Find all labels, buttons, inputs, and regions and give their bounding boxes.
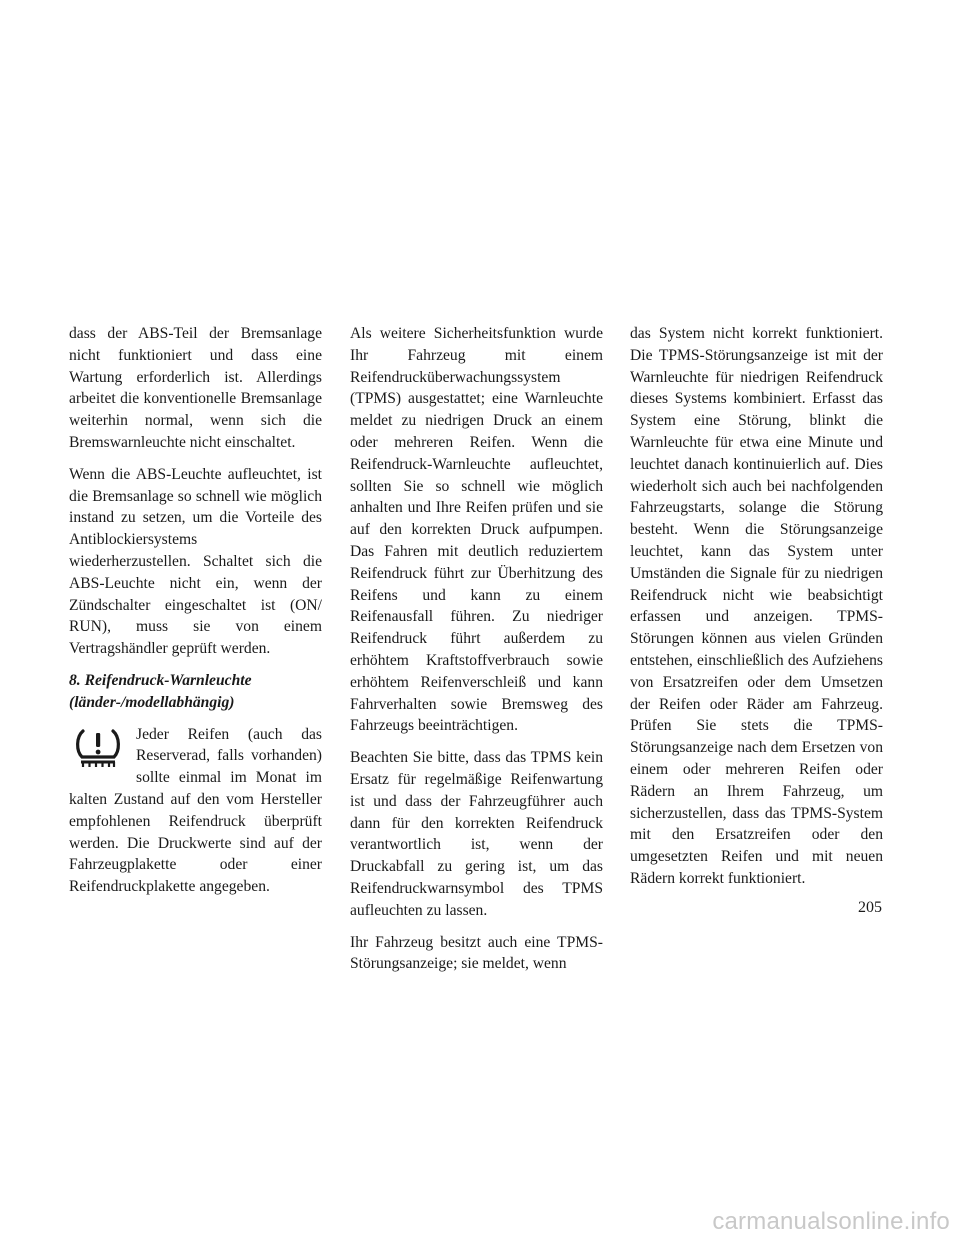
paragraph-tpms-fault-indicator: das System nicht korrekt funktioniert. Die TPMS-Störungsanzeige ist mit der Warnleuchte für niedrigen Reifendruck dieses Systems kombiniert. Erfasst das System eine Störung, blinkt die Warnleuchte für etwa eine Minute und leuchtet danach kontinuierlich auf. Dies wiederholt sich auch bei nachfolgenden Fahrzeugstarts, solange die Störung besteht. Wenn die Störungsanzeige leuchtet, kann das System unter Umständen die Signale für zu niedrigen Reifendruck nicht wie beabsichtigt erfassen und anzeigen. TPMS-Störungen können aus vielen Gründen entstehen, einschließlich des Aufziehens von Ersatzreifen oder dem Umsetzen der Reifen oder Räder am Fahrzeug. Prüfen Sie stets die TPMS-Störungsanzeige nach dem Ersetzen von einem oder mehreren Reifen oder Rädern an Ihrem Fahrzeug, um sicherzustellen, dass das TPMS-System mit den Ersatzreifen oder den umgesetzten Reifen und mit neuen Rädern korrekt funktioniert.: [630, 325, 883, 887]
text-column-left: [69, 323, 322, 908]
page-number: 205: [858, 899, 882, 916]
section-heading-tire-pressure: [69, 670, 322, 714]
heading-line-2: (länder-/modellabhängig): [69, 693, 235, 711]
text-column-right: [630, 323, 883, 900]
paragraph-abs-light: Wenn die ABS-Leuchte aufleuchtet, ist die Bremsanlage so schnell wie möglich instand zu setzen, um die Vorteile des Antiblockiersystems wiederherzustellen. Schaltet sich die ABS-Leuchte nicht ein, wenn der Zündschalter eingeschaltet ist (ON/ RUN), muss sie von einem Vertragshändler geprüft werden.: [69, 465, 322, 658]
paragraph-tpms-fault-start: Ihr Fahrzeug besitzt auch eine TPMS-Störungsanzeige; sie meldet, wenn: [350, 933, 603, 973]
paragraph-tire-check: [69, 724, 322, 898]
text-column-middle: [350, 323, 603, 985]
paragraph-tire-check-text: Jeder Reifen (auch das Reserverad, falls vorhanden) sollte einmal im Monat im kalten Zustand auf den vom Hersteller empfohlenen Reifendruck überprüft werden. Die Druckwerte sind auf der Fahrzeugplakette oder einer Reifendruckplakette angegeben.: [69, 725, 322, 896]
paragraph-tpms-intro: Als weitere Sicherheitsfunktion wurde Ihr Fahrzeug mit einem Reifendrucküberwachungssystem (TPMS) ausgestattet; eine Warnleuchte meldet zu niedrigen Druck an einem oder mehreren Reifen. Wenn die Reifendruck-Warnleuchte aufleuchtet, sollten Sie so schnell wie möglich anhalten und Ihre Reifen prüfen und sie auf den korrekten Druck aufpumpen. Das Fahren mit deutlich reduziertem Reifendruck führt zur Überhitzung des Reifens und kann zu einem Reifenausfall führen. Zu niedriger Reifendruck führt außerdem zu erhöhtem Kraftstoffverbrauch sowie erhöhtem Reifenverschleiß und kann Fahrverhalten sowie Bremsweg des Fahrzeugs beeinträchtigen.: [350, 325, 603, 735]
paragraph-tpms-maintenance: Beachten Sie bitte, dass das TPMS kein Ersatz für regelmäßige Reifenwartung ist und dass der Fahrzeugführer auch dann für den korrekten Reifendruck verantwortlich ist, wenn der Druckabfall zu gering ist, um das Reifendruckwarnsymbol des TPMS aufleuchten zu lassen.: [350, 749, 603, 919]
heading-line-1: 8. Reifendruck-Warnleuchte: [69, 671, 252, 689]
paragraph-abs-defect: dass der ABS-Teil der Bremsanlage nicht funktioniert und dass eine Wartung erforderlich ist. Allerdings arbeitet die konventionelle Bremsanlage weiterhin normal, wenn sich die Bremswarnleuchte nicht einschaltet.: [69, 325, 322, 451]
watermark: carmanualsonline.info: [712, 1208, 950, 1235]
tire-pressure-warning-icon: [74, 727, 122, 771]
